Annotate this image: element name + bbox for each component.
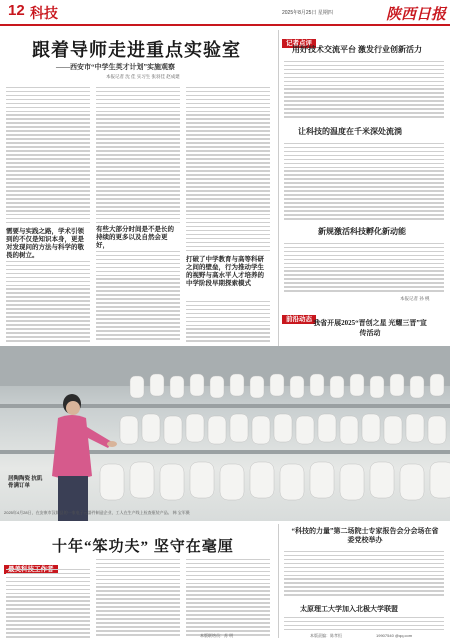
lead-body-col-1	[6, 84, 90, 224]
photo-caption: 2025年4月28日，在安康市汉阴县的一家电子元器件制造企业，工人在生产线上检查瓶装产品。 韩 宝军摄	[4, 510, 190, 515]
page-header	[0, 0, 450, 26]
column-divider-lower	[278, 524, 279, 638]
lead-body-col-1b	[6, 258, 90, 342]
page-number: 12	[8, 2, 25, 19]
lead-body-col-2b	[96, 248, 180, 342]
worker-figure	[52, 394, 117, 521]
article-1-body	[284, 58, 444, 120]
tag-commentary: 记者点评	[282, 30, 316, 49]
article-2-title: 让科技的温度在千米深处流淌	[298, 127, 402, 136]
newspaper-logo: 陕西日报	[386, 7, 447, 23]
section-title: 科技	[30, 5, 58, 21]
article-3-author: 本报记者 孙 桃	[400, 296, 430, 301]
article-6-body	[284, 614, 444, 632]
factory-photo	[0, 346, 450, 521]
footer-email: 19907540 @qq.com	[376, 633, 413, 638]
issue-date: 2025年8月25日 星期四	[282, 10, 333, 16]
pull-quote-3: 打破了中学教育与高等科研之间的壁垒，行为推动学生的视野与高水平人才培养的中学阶段早期探索模式	[186, 256, 264, 287]
article-6-title: 太原理工大学加入北极大学联盟	[300, 605, 398, 613]
pull-quote-2: 有些大部分时间是不是长的持续的更多以及自然会更好，	[96, 226, 174, 249]
lead-byline: 本报记者 沈 佳 实习生 张羽佳 赵成建	[106, 74, 180, 79]
column-divider	[278, 30, 279, 346]
footer-editor: 本版责编：陈孝恒	[310, 633, 342, 638]
article-5-body	[284, 548, 444, 598]
article-3-title: 新规激活科技孵化新动能	[318, 227, 406, 236]
photo-sidebar-label: 居陶陶瓷 抗肌骨满订单	[8, 476, 43, 489]
lead-headline: 跟着导师走进重点实验室	[32, 40, 241, 60]
feature-body-col-1	[6, 566, 90, 638]
footer-liaison: 本版联络员：苏 明	[200, 633, 234, 638]
lead-subtitle: ——西安市“中学生英才计划”实施观察	[56, 63, 175, 71]
lead-body-col-3b	[186, 298, 270, 342]
article-2-body	[284, 140, 444, 220]
tag-frontier: 前沿动态	[282, 306, 316, 325]
article-4-title: 我省开展2025“晋创之星 光耀三晋”宣传活动	[313, 319, 427, 337]
lead-body-col-2	[96, 84, 180, 224]
feature-headline: 十年“笨功夫” 坚守在毫厘	[52, 539, 234, 555]
photo-scene	[0, 346, 450, 521]
feature-body-col-3	[186, 556, 270, 638]
article-5-title: “科技的力量”第二场院士专家报告会分会场在省委党校举办	[291, 527, 439, 544]
lead-body-col-3	[186, 84, 270, 252]
article-1-title: 用好技术交流平台 激发行业创新活力	[292, 45, 422, 54]
feature-body-col-2	[96, 556, 180, 638]
pull-quote-1: 需要与实践之路，学术引领到的不仅是知识本身，更是对发现问的方法与科学的敬畏的树立。	[6, 228, 84, 259]
article-3-body	[284, 240, 444, 294]
